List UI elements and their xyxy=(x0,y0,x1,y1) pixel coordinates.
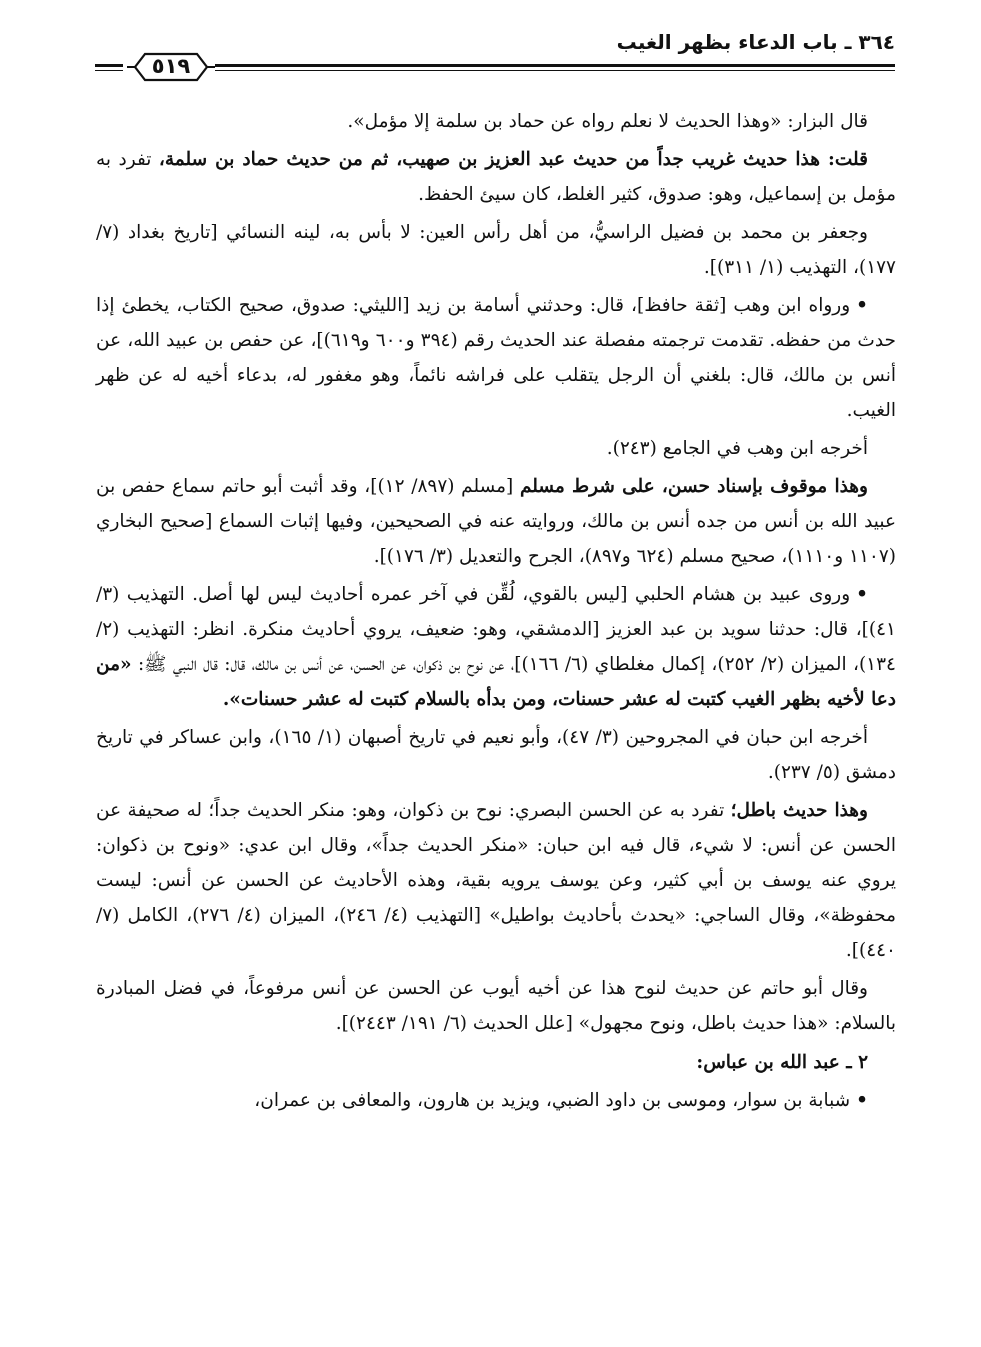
header-rule-thick xyxy=(215,64,895,67)
page-number: ٥١٩ xyxy=(151,54,191,78)
shababa-text: شبابة بن سوار، وموسى بن داود الضبي، ويزيد بن هارون، والمعافى بن عمران، xyxy=(254,1090,851,1111)
bullet-icon: • xyxy=(856,1090,868,1111)
paragraph-bazzar: قال البزار: «وهذا الحديث لا نعلم رواه عن حماد بن سلمة إلا مؤمل». xyxy=(347,111,868,132)
author-comment-bold: قلت: هذا حديث غريب جداً من حديث عبد العزيز بن صهيب، ثم من حديث حماد بن سلمة، xyxy=(158,149,868,170)
mawquf-bold: وهذا موقوف بإسناد حسن، على شرط مسلم xyxy=(519,476,868,497)
running-title: ٣٦٤ ـ باب الدعاء بظهر الغيب xyxy=(616,30,895,54)
page-body xyxy=(96,104,896,1121)
paragraph-ubaid xyxy=(96,577,896,717)
header-rule-left-thick xyxy=(95,64,123,67)
hadith-matn-bold: «من دعا لأخيه بظهر الغيب كتبت له عشر حسنات، ومن بدأه بالسلام كتبت له عشر حسنات». xyxy=(96,654,896,710)
ubaid-text: وروى عبيد بن هشام الحلبي [ليس بالقوي، لُقِّن في آخر عمره أحاديث ليس لها أصل. التهذيب (٣/ ٤١)]، قال: حدثنا سويد بن عبد العزيز [الدمشقي، وهو: ضعيف، يروي أحاديث منكرة. انظر: التهذيب (٢/ ١٣٤)، الميزان (٢/ ٢٥٢)، إكمال مغلطاي (٦/ ١٦٦)]، عن نوح بن ذكوان، عن الحسن، عن أنس بن مالك، قال: قال النبي ﷺ: xyxy=(96,584,896,675)
page-number-ornament xyxy=(125,50,217,84)
paragraph-jafar: وجعفر بن محمد بن فضيل الراسيُّ، من أهل رأس العين: لا بأس به، لينه النسائي [تاريخ بغداد (٧/ ١٧٧)، التهذيب (١/ ٣١١)]. xyxy=(96,222,896,278)
paragraph-batil xyxy=(96,793,896,968)
batil-text: تفرد به عن الحسن البصري: نوح بن ذكوان، وهو: منكر الحديث جداً؛ له صحيفة عن الحسن عن أنس: لا شيء، قال فيه ابن حبان: «منكر الحديث جداً»، وقال ابن عدي: «ونوح بن ذكوان: يروي عنه يوسف بن أبي كثير، وعن يوسف يرويه بقية، وهذه الأحاديث عن الحسن عن أنس: ليست محفوظة»، وقال الساجي: «يحدث بأحاديث بواطيل» [التهذيب (٤/ ٢٤٦)، الميزان (٤/ ٢٧٦)، الكامل (٧/ ٤٤٠)]. xyxy=(96,800,897,961)
page-header xyxy=(95,30,895,90)
paragraph-ibn-wahb xyxy=(96,288,896,428)
header-rule-left-thin xyxy=(95,70,123,71)
paragraph-abu-hatim: وقال أبو حاتم عن حديث لنوح هذا عن أخيه أيوب عن الحسن عن أنس مرفوعاً، في فضل المبادرة بالسلام: «هذا حديث باطل، ونوح مجهول» [علل الحديث (٦/ ١٩١/ ٢٤٤٣)]. xyxy=(96,978,896,1034)
bullet-icon: • xyxy=(856,295,868,316)
bullet-icon: • xyxy=(856,584,868,605)
mawquf-text: [مسلم (٨٩٧/ ١٢)]، وقد أثبت أبو حاتم سماع حفص بن عبيد الله بن أنس من جده أنس بن مالك، وروايته عنه في الصحيحين، وفيها إثبات السماع [صحيح البخاري (١١٠٧ و١١١٠)، صحيح مسلم (٦٢٤ و٨٩٧)، الجرح والتعديل (٣/ ١٧٦)]. xyxy=(96,476,896,567)
paragraph-takhrij-ibn-wahb: أخرجه ابن وهب في الجامع (٢٤٣). xyxy=(606,438,868,459)
paragraph-author-comment xyxy=(96,142,896,212)
paragraph-takhrij-ibn-hibban: أخرجه ابن حبان في المجروحين (٣/ ٤٧)، وأبو نعيم في تاريخ أصبهان (١/ ١٦٥)، وابن عساكر في تاريخ دمشق (٥/ ٢٣٧). xyxy=(96,727,896,783)
paragraph-shababa xyxy=(96,1083,896,1118)
paragraph-mawquf xyxy=(96,469,896,574)
batil-bold: وهذا حديث باطل؛ xyxy=(730,800,868,821)
author-comment-text: تفرد به مؤمل بن إسماعيل، وهو: صدوق، كثير الغلط، كان سيئ الحفظ. xyxy=(96,149,896,205)
section-heading: ٢ ـ عبد الله بن عباس: xyxy=(696,1052,868,1073)
ibn-wahb-text: ورواه ابن وهب [ثقة حافظ]، قال: وحدثني أسامة بن زيد [الليثي: صدوق، صحيح الكتاب، يخطئ إذا حدث من حفظه. تقدمت ترجمته مفصلة عند الحديث رقم (٣٩٤ و٦٠٠ و٦١٩)]، عن حفص بن عبيد الله، عن أنس بن مالك، قال: بلغني أن الرجل يتقلب على فراشه نائماً، وهو مغفور له، بدعاء أخيه له عن ظهر الغيب. xyxy=(96,295,896,421)
header-rule-thin xyxy=(215,70,895,71)
